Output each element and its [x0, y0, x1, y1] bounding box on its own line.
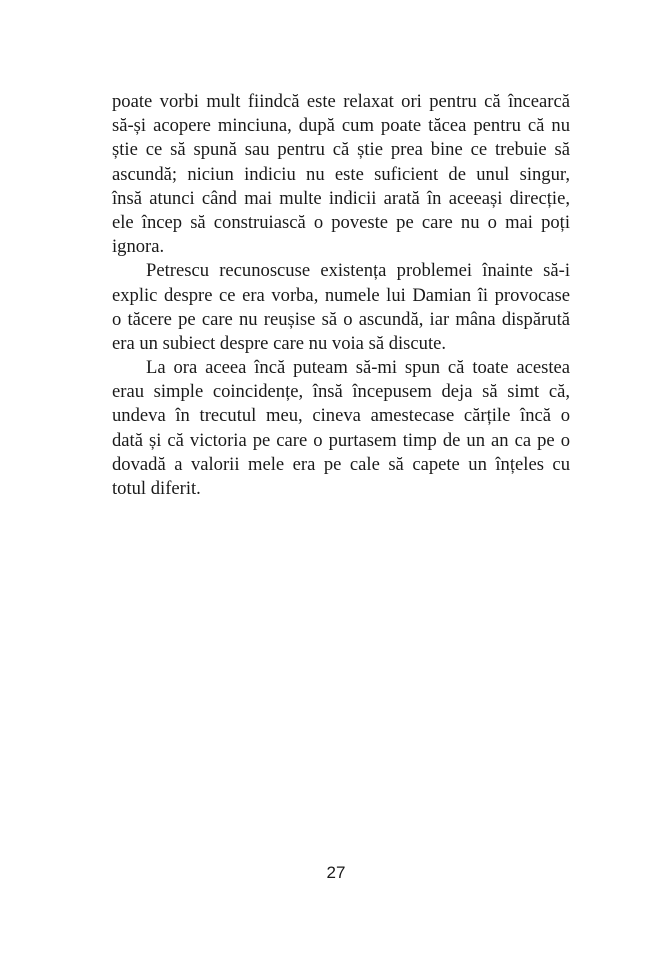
- text-line: totul diferit.: [112, 478, 201, 499]
- text-line: Petrescu recunoscuse existența problemei înainte să-i: [146, 260, 570, 282]
- text-line: știe ce să spună sau pentru că știe prea bine ce trebuie să: [112, 139, 570, 161]
- text-line: poate vorbi mult fiindcă este relaxat ori pentru că încearcă: [112, 91, 570, 112]
- text-line: să-și acopere minciuna, după cum poate tăcea pentru că nu: [112, 115, 570, 137]
- text-line: undeva în trecutul meu, cineva amestecase cărțile încă o: [112, 405, 570, 427]
- page-number: 27: [326, 863, 346, 882]
- text-line: ascundă; niciun indiciu nu este suficient de unul singur,: [112, 163, 570, 185]
- text-line: La ora aceea încă puteam să-mi spun că toate acestea: [146, 357, 570, 379]
- text-line: dovadă a valorii mele era pe cale să capete un înțeles cu: [112, 453, 570, 475]
- text-line: erau simple coincidențe, însă începusem deja să simt că,: [112, 381, 570, 403]
- body-text: [112, 90, 570, 501]
- text-line: însă atunci când mai multe indicii arată în aceeași direcție,: [112, 187, 570, 209]
- text-line: o tăcere pe care nu reușise să o ascundă, iar mâna dispărută: [112, 308, 570, 330]
- text-line: explic despre ce era vorba, numele lui Damian îi provocase: [112, 284, 570, 306]
- text-line: era un subiect despre care nu voia să discute.: [112, 332, 447, 354]
- text-line: ele încep să construiască o poveste pe care nu o mai poți: [112, 211, 570, 233]
- text-line: ignora.: [112, 236, 165, 258]
- text-line: dată și că victoria pe care o purtasem timp de un an ca pe o: [112, 429, 570, 451]
